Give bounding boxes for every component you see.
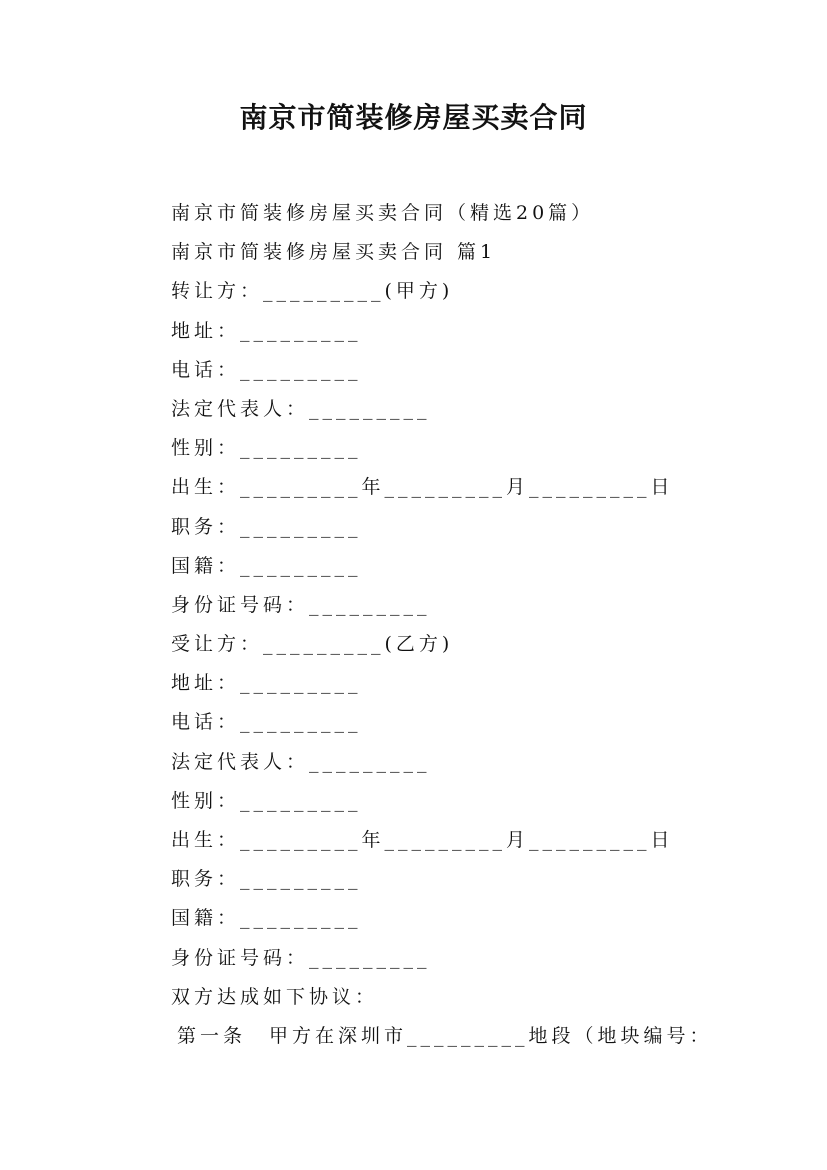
- transferee-nationality-line: 国籍：_________: [171, 907, 362, 930]
- transferee-position-line: 职务：_________: [171, 868, 362, 891]
- transferor-address-line: 地址：_________: [171, 319, 362, 342]
- transferor-position-line: 职务：_________: [171, 515, 362, 538]
- article-one-line: 第一条 甲方在深圳市_________地段（地块编号：: [177, 1024, 713, 1047]
- transferee-phone-line: 电话：_________: [171, 711, 362, 734]
- transferor-nationality-line: 国籍：_________: [171, 554, 362, 577]
- transferee-line: 受让方：_________(乙方): [171, 633, 454, 656]
- agreement-intro-line: 双方达成如下协议：: [171, 985, 379, 1008]
- transferor-legal-rep-line: 法定代表人：_________: [171, 397, 431, 420]
- transferee-address-line: 地址：_________: [171, 672, 362, 695]
- transferee-birth-line: 出生：_________年_________月_________日: [171, 829, 674, 851]
- transferee-legal-rep-line: 法定代表人：_________: [171, 750, 431, 773]
- transferee-id-line: 身份证号码：_________: [171, 946, 431, 969]
- transferee-gender-line: 性别：_________: [171, 789, 362, 812]
- transferor-phone-line: 电话：_________: [171, 358, 362, 381]
- transferor-birth-line: 出生：_________年_________月_________日: [171, 476, 674, 499]
- section-heading: 南京市简装修房屋买卖合同 篇1: [171, 241, 497, 264]
- document-body: [171, 194, 731, 1056]
- transferor-gender-line: 性别：_________: [171, 437, 362, 460]
- transferor-id-line: 身份证号码：_________: [171, 593, 431, 616]
- subtitle-line: 南京市简装修房屋买卖合同（精选20篇）: [171, 202, 595, 224]
- document-title: 南京市简装修房屋买卖合同: [239, 101, 588, 134]
- transferor-line: 转让方：_________(甲方): [171, 280, 454, 303]
